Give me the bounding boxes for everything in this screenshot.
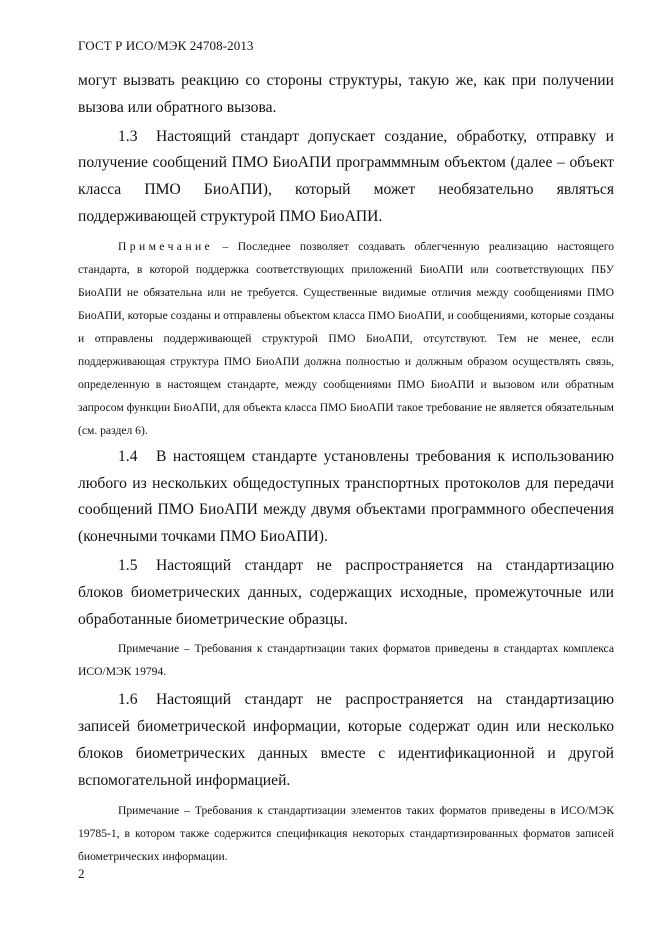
paragraph-continuation: могут вызвать реакцию со стороны структуры, такую же, как при получении вызова или обратного вызова. [78,72,614,116]
note-1-5: Примечание – Требования к стандартизации таких форматов приведены в стандартах комплекса ИСО/МЭК 19794. [78,642,614,679]
section-1-6 [78,687,614,794]
section-text: Настоящий стандарт допускает создание, обработку, отправку и получение сообщений ПМО БиоАПИ программмным объектом (далее – объект класса ПМО БиоАПИ), который может необязательно являться поддерживающей структурой ПМО БиоАПИ. [78,127,614,225]
section-number: 1.3 [118,127,138,145]
section-text: Настоящий стандарт не распространяется на стандартизацию блоков биометрических данных, содержащих исходные, промежуточные или обработанные биометрические образцы. [78,556,614,628]
document-header: ГОСТ Р ИСО/МЭК 24708-2013 [78,38,254,53]
section-1-3 [78,124,614,231]
note-1-6: Примечание – Требования к стандартизации элементов таких форматов приведены в ИСО/МЭК 19785-1, в котором также содержится спецификация некоторых стандартизированных форматов записей биометрических информации. [78,803,614,863]
page-number: 2 [78,866,85,881]
section-text: В настоящем стандарте установлены требования к использованию любого из нескольких общедоступных транспортных протоколов для передачи сообщений ПМО БиоАПИ между двумя объектами программного обеспечения (конечными точками ПМО БиоАПИ). [78,447,614,546]
section-number: 1.4 [118,447,138,465]
section-number: 1.5 [118,556,138,574]
section-text: Настоящий стандарт не распространяется на стандартизацию записей биометрической информации, которые содержат один или несколько блоков биометрических данных вместе с идентификационной и другой вспомогательной информацией. [78,691,614,789]
section-1-5 [78,553,614,633]
document-body [78,68,614,868]
note-text: – Последнее позволяет создавать облегченную реализацию настоящего стандарта, в которой поддержка соответствующих приложений БиоАПИ или соответствующих ПБУ БиоАПИ не обязательна или не требуется. Существенные видимые отличия между сообщениями ПМО БиоАПИ, которые созданы и отправлены объектом класса ПМО БиоАПИ, и сообщениями, которые созданы и отправлены поддерживающей структурой ПМО БиоАПИ, отсутствуют. Тем не менее, если поддерживающая структура ПМО БиоАПИ должна полностью и должным образом осуществлять связь, определенную в настоящем стандарте, между сообщениями ПМО БиоАПИ и вызовом или обратным запросом функции БиоАПИ, для объекта класса ПМО БиоАПИ такое требование не является обязательным (см. раздел 6). [78,239,614,437]
section-1-4 [78,444,614,551]
section-number: 1.6 [118,691,138,709]
note-label: Примечание [118,239,214,253]
note-1-3 [78,235,614,442]
